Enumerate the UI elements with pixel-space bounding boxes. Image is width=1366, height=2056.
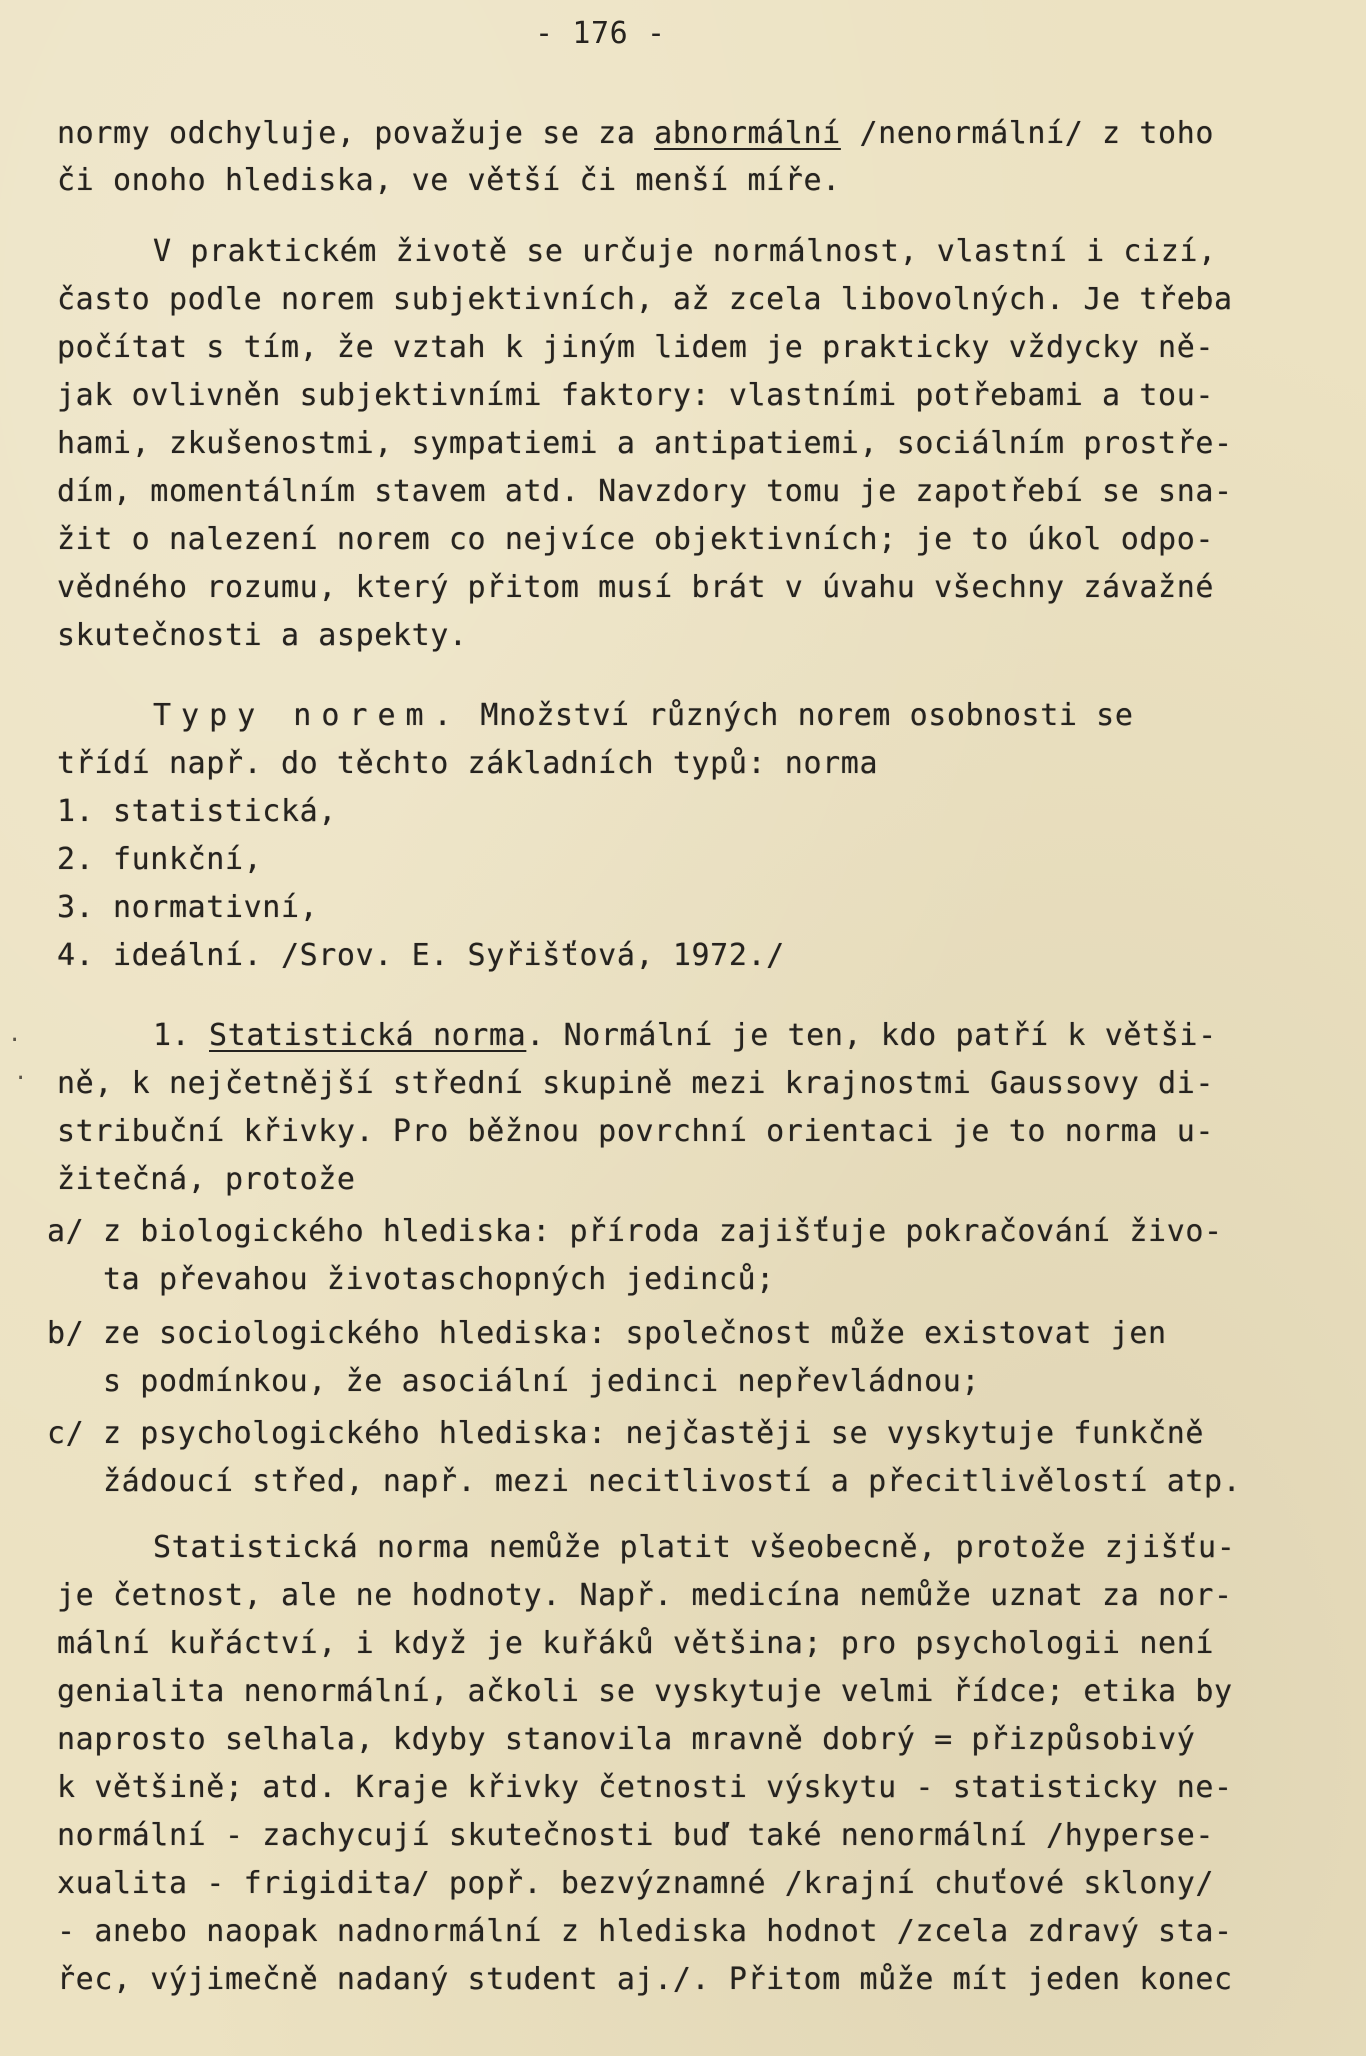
text-line: třídí např. do těchto základních typů: norma [57,746,879,781]
text-span: Množství různých norem osobnosti se [461,698,1134,733]
text-line: žit o nalezení norem co nejvíce objektivních; je to úkol odpo- [57,522,1215,557]
text-line [153,1016,1217,1056]
list-item: b/ ze sociologického hlediska: společnost může existovat jen [47,1316,1167,1351]
list-item-continuation: žádoucí střed, např. mezi necitlivostí a přecitlivělostí atp. [47,1464,1242,1499]
text-line: skutečnosti a aspekty. [57,618,468,653]
text-line: - anebo naopak nadnormální z hlediska hodnot /zcela zdravý sta- [57,1914,1233,1949]
list-item: 1. statistická, [57,794,337,829]
margin-mark: · [14,1066,28,1091]
spaced-heading: Typy norem. [153,698,462,733]
text-line: k většině; atd. Kraje křivky četnosti výskytu - statisticky ne- [57,1770,1233,1805]
text-line: naprosto selhala, kdyby stanovila mravně dobrý = přizpůsobivý [57,1722,1196,1757]
text-line: počítat s tím, že vztah k jiným lidem je prakticky vždycky ně- [57,330,1215,365]
text-line [57,114,1214,154]
list-item-continuation: s podmínkou, že asociální jedinci nepřevládnou; [47,1364,981,1399]
text-span: . Normální je ten, kdo patří k větši- [526,1018,1217,1053]
list-item-continuation: ta převahou životaschopných jedinců; [47,1262,775,1297]
list-item: 2. funkční, [57,842,263,877]
text-line: dím, momentálním stavem atd. Navzdory tomu je zapotřebí se sna- [57,474,1233,509]
text-line: V praktickém životě se určuje normálnost, vlastní i cizí, [153,234,1217,269]
text-line: genialita nenormální, ačkoli se vyskytuje velmi řídce; etika by [57,1674,1233,1709]
underlined-heading: Statistická norma [209,1018,527,1053]
text-line: hami, zkušenostmi, sympatiemi a antipatiemi, sociálním prostře- [57,426,1233,461]
text-line: žitečná, protože [57,1162,356,1197]
page-number: - 176 - [535,16,666,51]
underlined-term: abnormální [654,116,841,151]
text-line: xualita - frigidita/ popř. bezvýznamné /krajní chuťové sklony/ [57,1866,1215,1901]
text-line: mální kuřáctví, i když je kuřáků většina; pro psychologii není [57,1626,1215,1661]
text-line: stribuční křivky. Pro běžnou povrchní orientaci je to norma u- [57,1114,1215,1149]
list-item: a/ z biologického hlediska: příroda zajišťuje pokračování živo- [47,1214,1223,1249]
text-span: 1. [153,1018,209,1053]
text-span: /nenormální/ z toho [840,116,1215,151]
list-item: c/ z psychologického hlediska: nejčastěji se vyskytuje funkčně [47,1416,1205,1451]
text-line: jak ovlivněn subjektivními faktory: vlastními potřebami a tou- [57,378,1215,413]
text-line [153,696,1134,736]
text-line: řec, výjimečně nadaný student aj./. Přitom může mít jeden konec [57,1962,1233,1997]
text-line: je četnost, ale ne hodnoty. Např. medicína nemůže uznat za nor- [57,1578,1233,1613]
text-span: normy odchyluje, považuje se za [57,116,655,151]
text-line: Statistická norma nemůže platit všeobecně, protože zjišťu- [153,1530,1236,1565]
list-item: 4. ideální. /Srov. E. Syřišťová, 1972./ [57,938,785,973]
text-line: ně, k nejčetnější střední skupině mezi krajnostmi Gaussovy di- [57,1066,1215,1101]
text-line: normální - zachycují skutečnosti buď také nenormální /hyperse- [57,1818,1215,1853]
margin-mark: · [8,1028,22,1053]
text-line: vědného rozumu, který přitom musí brát v úvahu všechny závažné [57,570,1215,605]
text-line: často podle norem subjektivních, až zcela libovolných. Je třeba [57,282,1233,317]
text-line: či onoho hlediska, ve větší či menší míře. [57,163,841,198]
list-item: 3. normativní, [57,890,319,925]
